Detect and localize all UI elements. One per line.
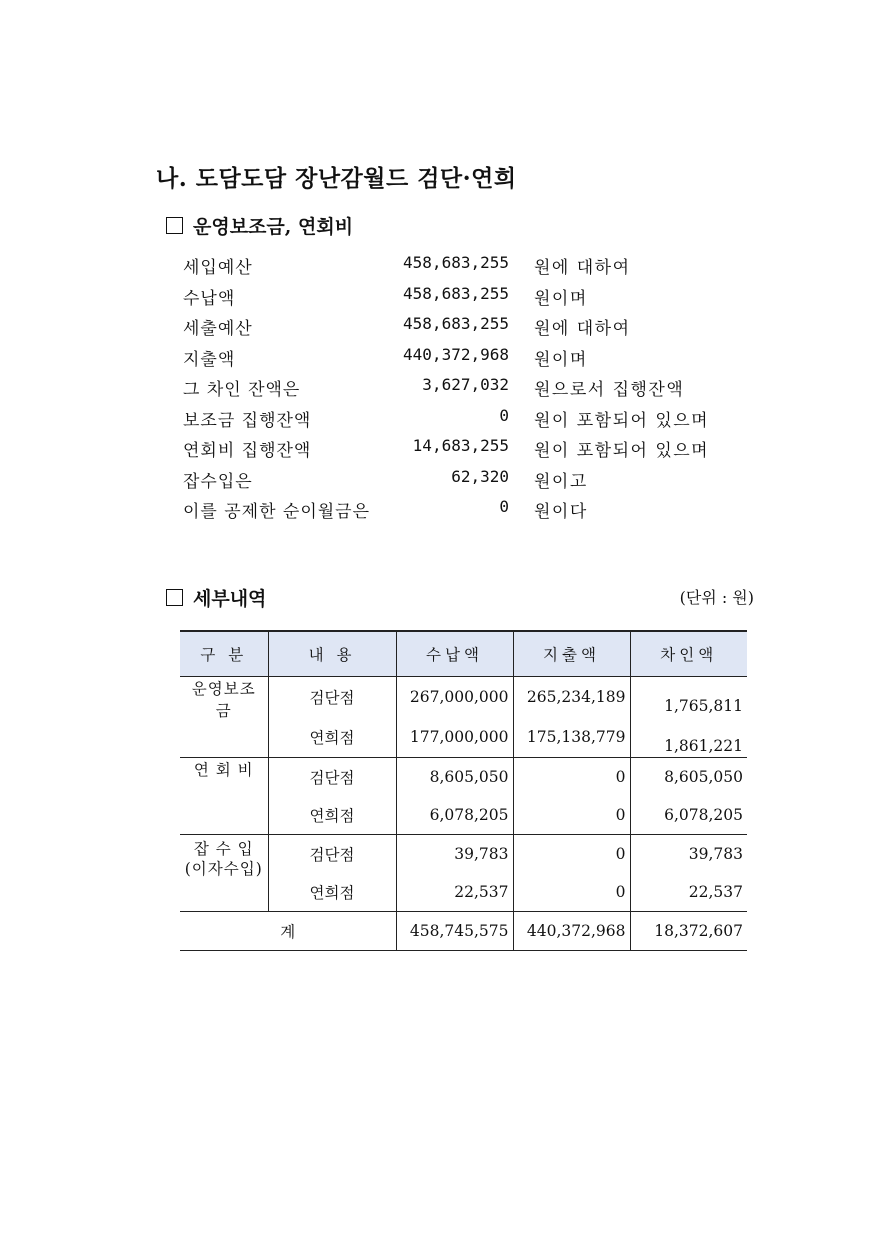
balance-cell: 8,605,050 (630, 758, 747, 797)
item-cell: 검단점 (268, 758, 396, 797)
total-label: 계 (180, 912, 396, 951)
item-cell: 연희점 (268, 717, 396, 758)
unit-label: (단위 : 원) (679, 588, 754, 607)
summary-note: 원으로서 집행잔액 (534, 380, 685, 400)
balance-cell: 1,861,221 (630, 717, 747, 758)
summary-row (183, 284, 783, 315)
section-title-details (166, 584, 266, 611)
item-cell: 검단점 (268, 835, 396, 874)
item-cell: 연희점 (268, 796, 396, 835)
header-received: 수납액 (396, 631, 513, 677)
spent-cell: 0 (513, 835, 630, 874)
summary-value: 3,627,032 (422, 375, 509, 394)
summary-value: 0 (499, 497, 509, 516)
budget-summary (183, 253, 783, 528)
summary-label: 보조금 집행잔액 (183, 410, 312, 431)
header-category: 구 분 (180, 631, 268, 677)
page-heading: 나. 도담도담 장난감월드 검단·연희 (156, 165, 517, 192)
summary-value: 0 (499, 405, 509, 425)
received-cell: 22,537 (396, 873, 513, 912)
checkbox-square-icon (166, 217, 183, 234)
summary-row (183, 253, 783, 284)
category-cell: 연 회 비 (180, 758, 268, 835)
spent-cell: 265,234,189 (513, 677, 630, 718)
summary-note: 원이며 (534, 349, 588, 370)
received-cell: 8,605,050 (396, 758, 513, 797)
detail-table (180, 630, 747, 951)
summary-note: 원이 포함되어 있으며 (534, 441, 710, 461)
summary-label: 그 차인 잔액은 (183, 380, 301, 400)
summary-label: 수납액 (183, 288, 236, 309)
spent-cell: 175,138,779 (513, 717, 630, 758)
received-cell: 6,078,205 (396, 796, 513, 835)
table-row (180, 758, 747, 797)
balance-cell: 22,537 (630, 873, 747, 912)
received-cell: 177,000,000 (396, 717, 513, 758)
balance-cell: 6,078,205 (630, 796, 747, 835)
summary-row (183, 497, 783, 528)
category-cell: 운영보조금 (180, 677, 268, 758)
summary-note: 원이며 (534, 288, 588, 309)
category-cell: 잡 수 입 (이자수입) (180, 835, 268, 912)
summary-note: 원이다 (534, 502, 588, 522)
total-balance: 18,372,607 (630, 912, 747, 951)
summary-value: 14,683,255 (412, 436, 509, 455)
spent-cell: 0 (513, 873, 630, 912)
summary-row (183, 436, 783, 467)
spent-cell: 0 (513, 758, 630, 797)
table-row (180, 835, 747, 874)
table-row (180, 677, 747, 718)
table-total-row (180, 912, 747, 951)
summary-value: 458,683,255 (403, 253, 509, 272)
section-title-budget (166, 212, 353, 239)
summary-label: 연회비 집행잔액 (183, 441, 312, 461)
total-received: 458,745,575 (396, 912, 513, 951)
total-spent: 440,372,968 (513, 912, 630, 951)
spent-cell: 0 (513, 796, 630, 835)
received-cell: 267,000,000 (396, 677, 513, 718)
balance-cell: 39,783 (630, 835, 747, 874)
item-cell: 검단점 (268, 677, 396, 718)
checkbox-square-icon (166, 589, 183, 606)
received-cell: 39,783 (396, 835, 513, 874)
summary-row (183, 406, 783, 437)
summary-label: 잡수입은 (183, 471, 253, 492)
summary-note: 원에 대하여 (534, 319, 631, 339)
item-cell: 연희점 (268, 873, 396, 912)
summary-label: 세입예산 (183, 258, 253, 278)
summary-note: 원이 포함되어 있으며 (534, 410, 710, 431)
summary-value: 62,320 (451, 466, 509, 486)
summary-label: 지출액 (183, 349, 236, 370)
summary-value: 458,683,255 (403, 314, 509, 333)
summary-row (183, 375, 783, 406)
summary-row (183, 467, 783, 498)
summary-note: 원이고 (534, 471, 588, 492)
header-item: 내 용 (268, 631, 396, 677)
summary-note: 원에 대하여 (534, 258, 631, 278)
summary-value: 440,372,968 (403, 344, 509, 364)
summary-label: 세출예산 (183, 319, 253, 339)
section-title-details-text: 세부내역 (193, 588, 267, 610)
summary-label: 이를 공제한 순이월금은 (183, 502, 371, 522)
header-spent: 지출액 (513, 631, 630, 677)
table-header-row (180, 631, 747, 677)
summary-row (183, 345, 783, 376)
summary-row (183, 314, 783, 345)
summary-value: 458,683,255 (403, 283, 509, 303)
balance-cell: 1,765,811 (630, 677, 747, 718)
section-title-budget-text: 운영보조금, 연회비 (193, 216, 354, 238)
header-balance: 차인액 (630, 631, 747, 677)
